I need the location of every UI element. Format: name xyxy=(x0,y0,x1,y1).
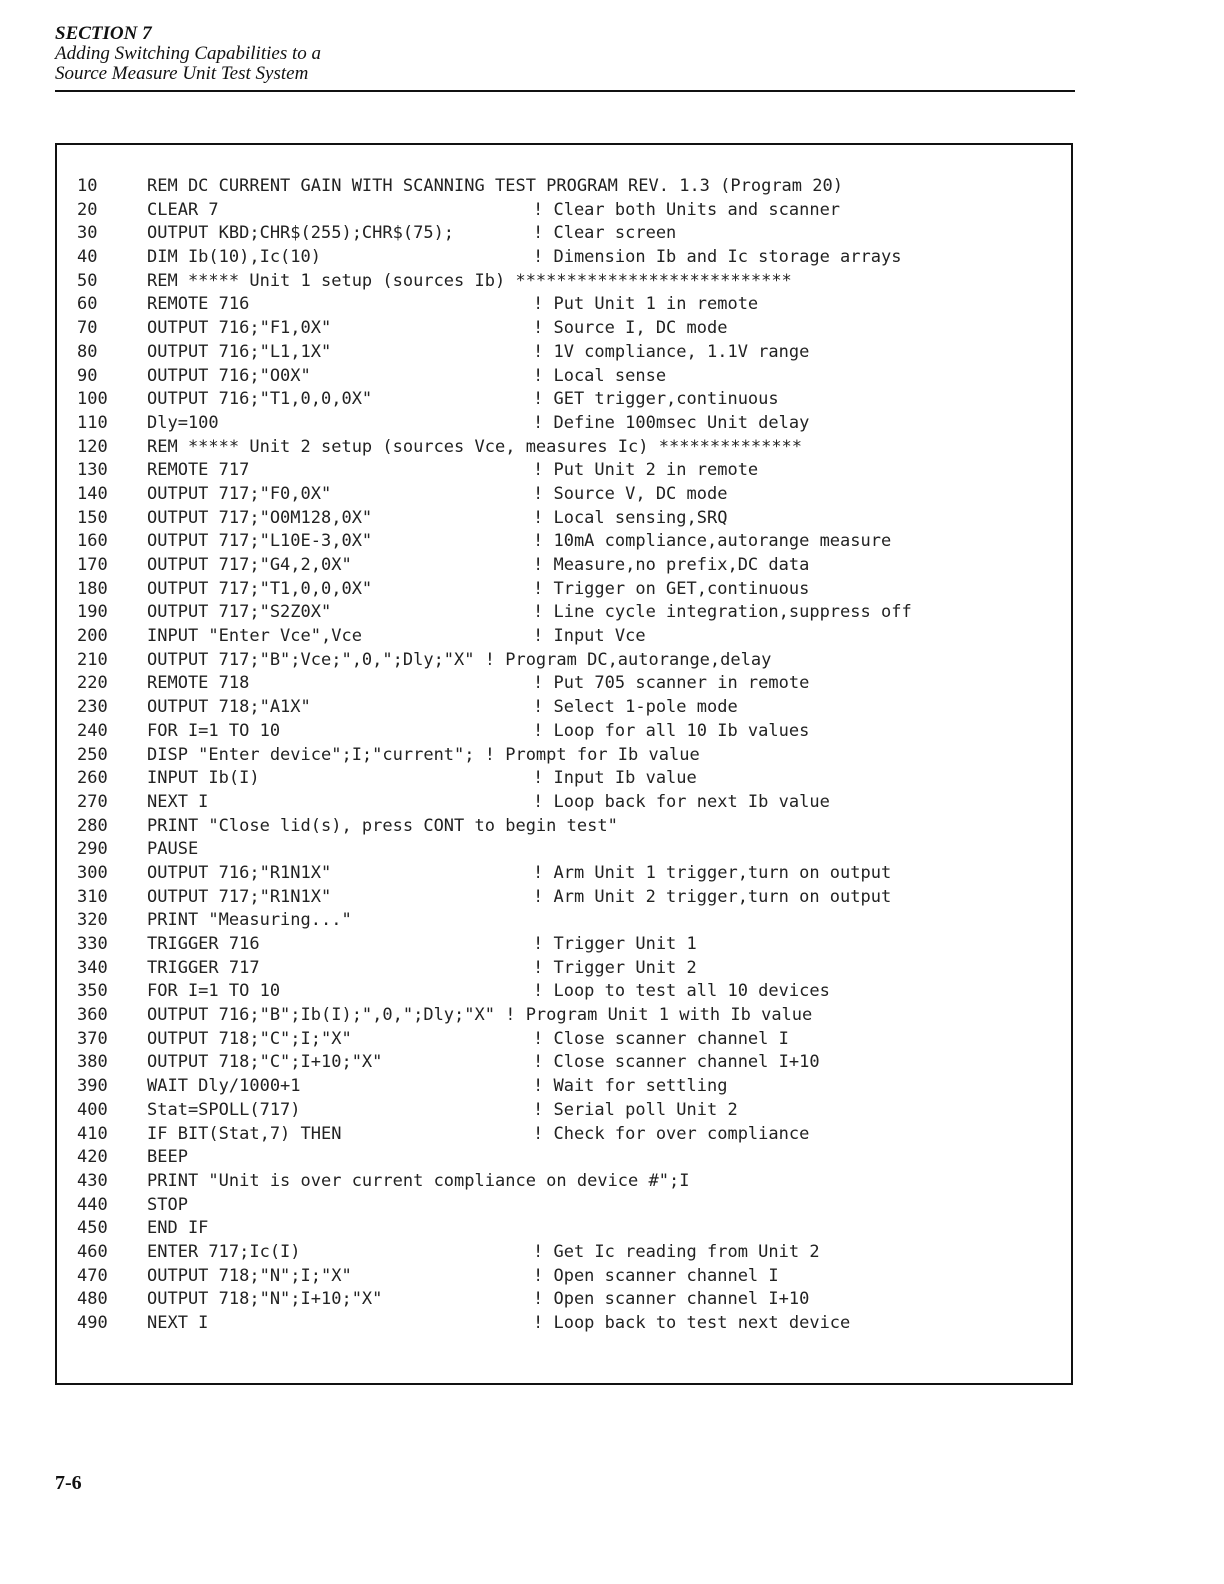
line-number: 210 xyxy=(77,649,108,670)
line-number: 470 xyxy=(77,1265,108,1286)
line-comment: ! Get Ic reading from Unit 2 xyxy=(533,1241,820,1262)
line-comment: ! Local sense xyxy=(533,365,667,386)
line-number: 60 xyxy=(77,294,98,315)
line-code: OUTPUT 717;"S2Z0X" xyxy=(147,602,332,623)
line-code: OUTPUT 717;"G4,2,0X" xyxy=(147,555,352,575)
line-number: 40 xyxy=(77,247,98,268)
line-code: REMOTE 718 xyxy=(147,673,250,694)
line-comment: ! Wait for settling xyxy=(533,1076,728,1097)
line-comment: ! Arm Unit 2 trigger,turn on output xyxy=(533,886,892,907)
line-code: OUTPUT 718;"N";I;"X" xyxy=(147,1265,352,1286)
line-comment: ! Line cycle integration,suppress off xyxy=(533,602,912,623)
line-code: DISP "Enter device";I;"current"; ! Prompt for Ib value xyxy=(147,744,700,765)
line-code: PRINT "Measuring..." xyxy=(147,910,352,931)
line-code: PAUSE xyxy=(147,839,199,860)
line-number: 480 xyxy=(77,1289,108,1310)
line-comment: ! Open scanner channel I+10 xyxy=(533,1289,810,1310)
page-number: 7-6 xyxy=(55,1472,82,1494)
line-comment: ! Trigger Unit 1 xyxy=(533,934,697,954)
line-code: CLEAR 7 xyxy=(147,199,219,220)
line-code: OUTPUT 716;"O0X" xyxy=(147,365,311,386)
line-code: OUTPUT 717;"T1,0,0,0X" xyxy=(147,578,373,599)
line-code: OUTPUT 716;"L1,1X" xyxy=(147,341,332,362)
line-comment: ! Check for over compliance xyxy=(533,1123,810,1144)
line-number: 30 xyxy=(77,223,98,244)
line-code: OUTPUT 718;"C";I;"X" xyxy=(147,1028,352,1049)
line-comment: ! Loop for all 10 Ib values xyxy=(533,720,810,741)
program-listing-box xyxy=(55,143,1073,1385)
line-code: END IF xyxy=(147,1218,209,1239)
line-code: OUTPUT 718;"N";I+10;"X" xyxy=(147,1289,383,1310)
line-comment: ! Input Ib value xyxy=(533,768,697,789)
line-comment: ! Serial poll Unit 2 xyxy=(533,1099,738,1120)
line-number: 330 xyxy=(77,934,108,954)
line-number: 310 xyxy=(77,886,108,907)
line-code: REM DC CURRENT GAIN WITH SCANNING TEST PROGRAM REV. 1.3 (Program 20) xyxy=(147,176,843,196)
line-number: 110 xyxy=(77,412,108,433)
line-code: REM ***** Unit 2 setup (sources Vce, measures Ic) ************** xyxy=(147,436,803,457)
line-comment: ! 1V compliance, 1.1V range xyxy=(533,341,810,362)
line-code: OUTPUT 717;"O0M128,0X" xyxy=(147,507,373,528)
line-comment: ! Input Vce xyxy=(533,626,646,647)
line-number: 180 xyxy=(77,578,108,599)
line-number: 90 xyxy=(77,365,98,386)
line-number: 350 xyxy=(77,981,108,1002)
line-number: 230 xyxy=(77,697,108,718)
line-number: 140 xyxy=(77,483,108,504)
line-code: TRIGGER 717 xyxy=(147,957,260,978)
line-number: 10 xyxy=(77,176,98,196)
line-number: 70 xyxy=(77,318,98,339)
line-number: 50 xyxy=(77,270,98,291)
line-code: OUTPUT 718;"A1X" xyxy=(147,697,311,718)
line-number: 420 xyxy=(77,1147,108,1168)
line-comment: ! Loop back to test next device xyxy=(533,1313,851,1333)
line-number: 250 xyxy=(77,744,108,765)
line-code: OUTPUT 716;"F1,0X" xyxy=(147,318,332,339)
line-code: INPUT Ib(I) xyxy=(147,768,260,789)
line-comment: ! Loop to test all 10 devices xyxy=(533,981,830,1002)
line-number: 490 xyxy=(77,1313,108,1333)
line-number: 370 xyxy=(77,1028,108,1049)
line-code: STOP xyxy=(147,1194,188,1215)
line-code: OUTPUT 716;"R1N1X" xyxy=(147,862,332,883)
line-code: INPUT "Enter Vce",Vce xyxy=(147,626,362,647)
line-code: DIM Ib(10),Ic(10) xyxy=(147,247,321,268)
line-comment: ! Define 100msec Unit delay xyxy=(533,412,810,433)
line-code: PRINT "Unit is over current compliance on device #";I xyxy=(147,1170,690,1191)
line-code: ENTER 717;Ic(I) xyxy=(147,1241,301,1262)
line-code: OUTPUT 717;"L10E-3,0X" xyxy=(147,531,373,552)
line-code: NEXT I xyxy=(147,1313,209,1333)
line-code: OUTPUT 716;"T1,0,0,0X" xyxy=(147,389,373,410)
line-number: 100 xyxy=(77,389,108,410)
line-code: OUTPUT 717;"F0,0X" xyxy=(147,483,332,504)
line-number: 200 xyxy=(77,626,108,647)
line-code: REMOTE 716 xyxy=(147,294,250,315)
line-number: 220 xyxy=(77,673,108,694)
line-code: NEXT I xyxy=(147,791,209,812)
line-code: Stat=SPOLL(717) xyxy=(147,1099,301,1120)
line-code: PRINT "Close lid(s), press CONT to begin test" xyxy=(147,815,618,836)
line-number: 270 xyxy=(77,791,108,812)
line-comment: ! Source I, DC mode xyxy=(533,318,728,339)
line-code: IF BIT(Stat,7) THEN xyxy=(147,1123,342,1144)
section-title-line-1: Adding Switching Capabilities to a xyxy=(55,43,321,64)
line-number: 150 xyxy=(77,507,108,528)
line-number: 120 xyxy=(77,436,108,457)
line-comment: ! Local sensing,SRQ xyxy=(533,507,728,528)
line-comment: ! Clear screen xyxy=(533,223,677,244)
line-comment: ! Arm Unit 1 trigger,turn on output xyxy=(533,862,892,883)
line-comment: ! Trigger on GET,continuous xyxy=(533,578,810,599)
line-code: OUTPUT 717;"R1N1X" xyxy=(147,886,332,907)
header-rule xyxy=(55,90,1075,92)
line-comment: ! Close scanner channel I+10 xyxy=(533,1052,820,1073)
line-number: 400 xyxy=(77,1099,108,1120)
line-comment: ! Measure,no prefix,DC data xyxy=(533,555,810,575)
line-number: 450 xyxy=(77,1218,108,1239)
line-number: 340 xyxy=(77,957,108,978)
line-number: 390 xyxy=(77,1076,108,1097)
line-number: 300 xyxy=(77,862,108,883)
line-number: 260 xyxy=(77,768,108,789)
line-code: TRIGGER 716 xyxy=(147,934,260,954)
line-comment: ! GET trigger,continuous xyxy=(533,389,779,410)
line-code: WAIT Dly/1000+1 xyxy=(147,1076,301,1097)
line-number: 410 xyxy=(77,1123,108,1144)
line-number: 190 xyxy=(77,602,108,623)
line-comment: ! Source V, DC mode xyxy=(533,483,728,504)
line-number: 440 xyxy=(77,1194,108,1215)
line-number: 280 xyxy=(77,815,108,836)
line-code: OUTPUT 718;"C";I+10;"X" xyxy=(147,1052,383,1073)
line-number: 170 xyxy=(77,555,108,575)
line-code: FOR I=1 TO 10 xyxy=(147,720,281,741)
line-number: 130 xyxy=(77,460,108,481)
line-number: 360 xyxy=(77,1005,108,1026)
line-comment: ! Clear both Units and scanner xyxy=(533,199,841,220)
line-code: OUTPUT KBD;CHR$(255);CHR$(75); xyxy=(147,223,455,244)
section-title-line-2: Source Measure Unit Test System xyxy=(55,63,309,84)
line-number: 160 xyxy=(77,531,108,552)
line-number: 290 xyxy=(77,839,108,860)
line-comment: ! Put 705 scanner in remote xyxy=(533,673,810,694)
line-code: REMOTE 717 xyxy=(147,460,250,481)
line-number: 240 xyxy=(77,720,108,741)
line-comment: ! Dimension Ib and Ic storage arrays xyxy=(533,247,902,268)
line-comment: ! Put Unit 1 in remote xyxy=(533,294,759,315)
line-number: 460 xyxy=(77,1241,108,1262)
section-header xyxy=(55,24,321,84)
section-label: SECTION 7 xyxy=(55,23,152,44)
line-comment: ! Select 1-pole mode xyxy=(533,697,738,718)
line-comment: ! Close scanner channel I xyxy=(533,1028,789,1049)
line-number: 380 xyxy=(77,1052,108,1073)
line-code: FOR I=1 TO 10 xyxy=(147,981,281,1002)
line-comment: ! Loop back for next Ib value xyxy=(533,791,830,812)
line-number: 20 xyxy=(77,199,98,220)
line-code: OUTPUT 716;"B";Ib(I);",0,";Dly;"X" ! Program Unit 1 with Ib value xyxy=(147,1005,813,1026)
line-comment: ! 10mA compliance,autorange measure xyxy=(533,531,892,552)
line-number: 430 xyxy=(77,1170,108,1191)
line-comment: ! Trigger Unit 2 xyxy=(533,957,697,978)
line-code: REM ***** Unit 1 setup (sources Ib) *************************** xyxy=(147,270,792,291)
line-number: 80 xyxy=(77,341,98,362)
line-comment: ! Open scanner channel I xyxy=(533,1265,779,1286)
line-comment: ! Put Unit 2 in remote xyxy=(533,460,759,481)
line-code: OUTPUT 717;"B";Vce;",0,";Dly;"X" ! Program DC,autorange,delay xyxy=(147,649,772,670)
line-code: BEEP xyxy=(147,1147,188,1168)
line-number: 320 xyxy=(77,910,108,931)
line-code: Dly=100 xyxy=(147,412,219,433)
